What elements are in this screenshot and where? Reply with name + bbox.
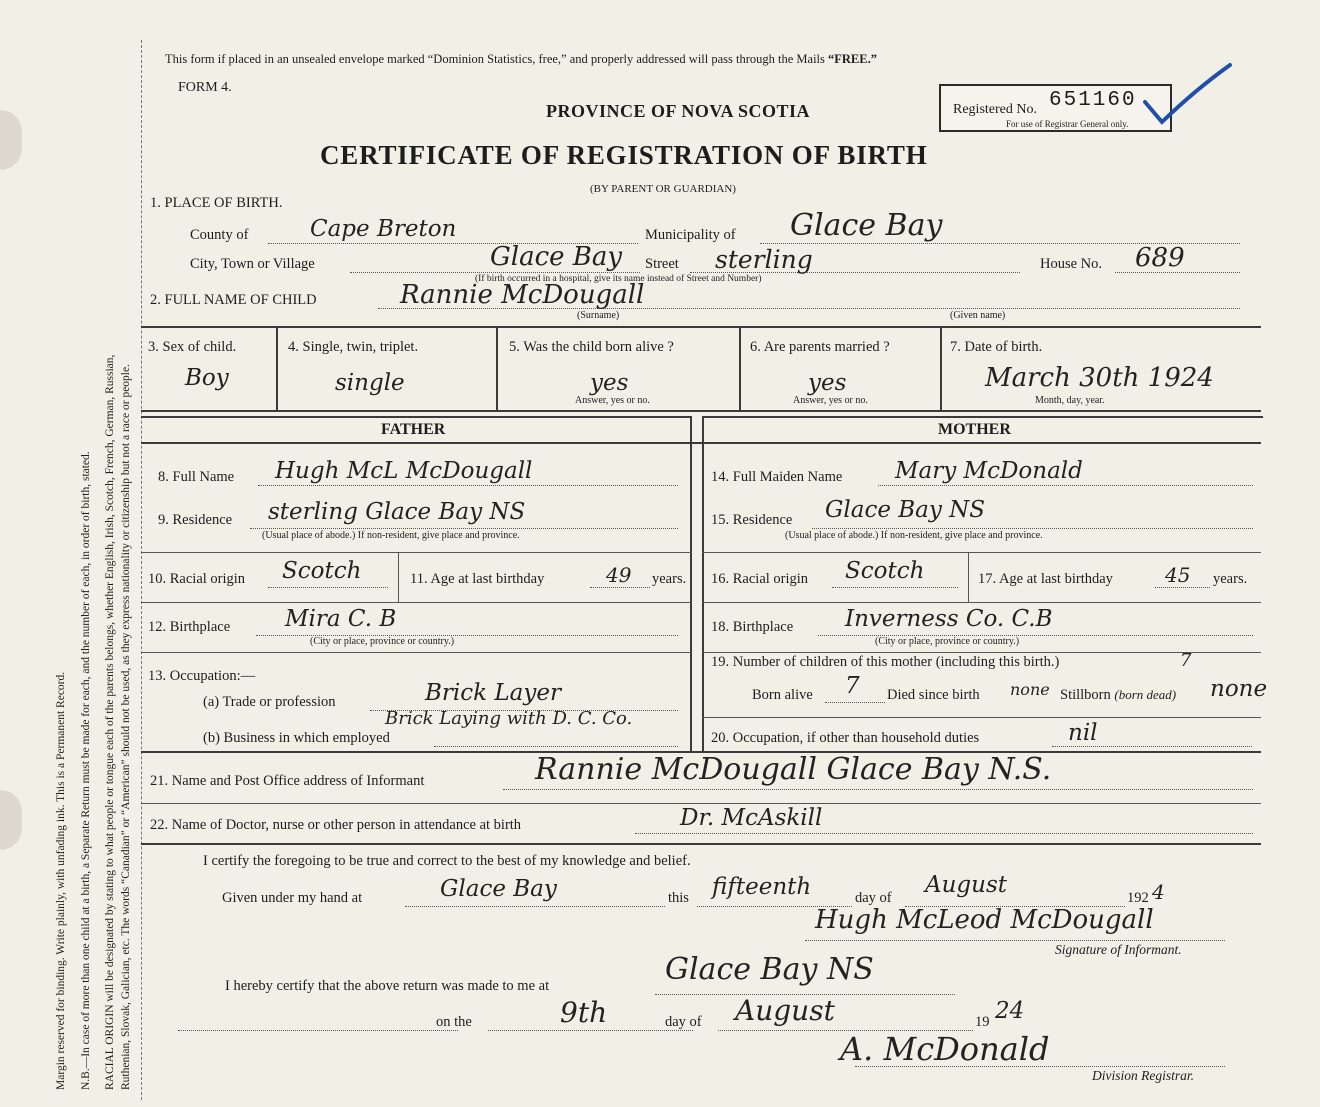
informant-value[interactable]: Rannie McDougall Glace Bay N.S. xyxy=(535,752,1052,787)
year-prefix: 192 xyxy=(1127,890,1149,906)
date-note: Month, day, year. xyxy=(1035,395,1105,406)
child-name-label: 2. FULL NAME OF CHILD xyxy=(150,292,317,308)
rule-certify-top xyxy=(141,843,1261,845)
day-value[interactable]: fifteenth xyxy=(712,874,812,900)
father-birthplace-label: 12. Birthplace xyxy=(148,619,231,635)
signature-caption: Signature of Informant. xyxy=(1055,942,1182,957)
married-label: 6. Are parents married ? xyxy=(750,339,890,355)
checkmark-icon xyxy=(1140,60,1235,135)
business-label: (b) Business in which employed xyxy=(203,730,390,746)
father-age-value[interactable]: 49 xyxy=(606,563,632,587)
rule-m2 xyxy=(702,602,1261,603)
municipality-value[interactable]: Glace Bay xyxy=(790,208,943,243)
this-label: this xyxy=(668,890,689,906)
return-day-line xyxy=(488,1030,693,1031)
rule-v1 xyxy=(276,326,278,410)
given-name-caption: (Given name) xyxy=(950,310,1006,321)
year-value[interactable]: 4 xyxy=(1152,880,1165,904)
mother-age-label: 17. Age at last birthday xyxy=(978,571,1113,587)
rule-father-age xyxy=(398,552,399,602)
informant-label: 21. Name and Post Office address of Informant xyxy=(150,773,425,789)
rule-m1 xyxy=(702,552,1261,553)
children-label: 19. Number of children of this mother (including this birth.) xyxy=(711,654,1060,670)
return-year-prefix: 19 xyxy=(975,1014,990,1030)
margin-note-3: RACIAL ORIGIN will be designated by stating to what people or tongue each of the parents belongs, whether English, Irish, Scotch, French, German, Russian, xyxy=(104,354,116,1090)
mother-name-label: 14. Full Maiden Name xyxy=(711,469,843,485)
binding-hole-top xyxy=(0,110,22,170)
father-residence-value[interactable]: sterling Glace Bay NS xyxy=(268,499,526,525)
mother-birthplace-note: (City or place, province or country.) xyxy=(875,636,1020,647)
house-label: House No. xyxy=(1040,256,1103,272)
return-day-of-label: day of xyxy=(665,1014,702,1030)
on-the-label: on the xyxy=(436,1014,472,1030)
born-alive-line xyxy=(825,702,885,703)
city-value[interactable]: Glace Bay xyxy=(490,242,623,272)
registrar-signature[interactable]: A. McDonald xyxy=(840,1030,1050,1068)
sex-label: 3. Sex of child. xyxy=(148,339,237,355)
return-label: I hereby certify that the above return was made to me at xyxy=(225,978,550,994)
county-label: County of xyxy=(190,227,249,243)
return-place-value[interactable]: Glace Bay NS xyxy=(665,952,874,987)
father-name-line xyxy=(258,485,678,486)
father-name-value[interactable]: Hugh McL McDougall xyxy=(275,458,533,484)
mother-name-value[interactable]: Mary McDonald xyxy=(895,458,1083,484)
mother-racial-label: 16. Racial origin xyxy=(711,571,809,587)
father-age-years: years. xyxy=(652,571,687,587)
place-of-birth-label: 1. PLACE OF BIRTH. xyxy=(150,195,283,211)
father-racial-line xyxy=(268,587,388,588)
rule-f3 xyxy=(141,652,692,653)
rule-v3 xyxy=(739,326,741,410)
margin-note-1: Margin reserved for binding. Write plainly, with unfading ink. This is a Permanent Record. xyxy=(55,671,67,1090)
rule-row3-bottom xyxy=(141,410,1261,412)
province-heading: PROVINCE OF NOVA SCOTIA xyxy=(546,101,811,121)
died-label: Died since birth xyxy=(887,687,980,703)
return-left-line xyxy=(178,1030,458,1031)
street-value[interactable]: sterling xyxy=(715,245,813,274)
father-name-label: 8. Full Name xyxy=(158,469,235,485)
doctor-line xyxy=(635,833,1253,834)
children-value[interactable]: 7 xyxy=(1180,650,1192,671)
mother-heading: MOTHER xyxy=(938,421,1011,438)
rule-v4 xyxy=(940,326,942,410)
house-value[interactable]: 689 xyxy=(1135,243,1185,273)
rule-m4 xyxy=(702,717,1261,718)
informant-line xyxy=(503,789,1253,790)
date-label: 7. Date of birth. xyxy=(950,339,1043,355)
registered-number: 651160 xyxy=(1049,89,1137,112)
father-racial-label: 10. Racial origin xyxy=(148,571,246,587)
single-label: 4. Single, twin, triplet. xyxy=(288,339,419,355)
mother-racial-line xyxy=(832,587,958,588)
street-label: Street xyxy=(645,256,679,272)
registrar-note: For use of Registrar General only. xyxy=(1006,119,1129,129)
registrar-line xyxy=(855,1066,1225,1067)
occupation-label: 13. Occupation:— xyxy=(148,668,256,684)
doctor-value[interactable]: Dr. McAskill xyxy=(680,805,823,831)
binding-hole-bottom xyxy=(0,790,22,850)
rule-m3 xyxy=(702,652,1261,653)
mother-occupation-value[interactable]: nil xyxy=(1068,720,1098,746)
city-note: (If birth occurred in a hospital, give its name instead of Street and Number) xyxy=(475,274,762,284)
municipality-label: Municipality of xyxy=(645,227,736,243)
rule-informant-mid xyxy=(141,803,1261,804)
return-month-value[interactable]: August xyxy=(735,994,835,1027)
sex-value[interactable]: Boy xyxy=(185,365,229,391)
rule-top xyxy=(141,326,1261,328)
mother-residence-line xyxy=(812,528,1253,529)
county-value[interactable]: Cape Breton xyxy=(310,216,457,242)
mother-age-line xyxy=(1155,587,1210,588)
trade-value[interactable]: Brick Layer xyxy=(425,680,561,706)
single-value[interactable]: single xyxy=(335,370,405,396)
business-value[interactable]: Brick Laying with D. C. Co. xyxy=(385,708,633,729)
alive-value[interactable]: yes xyxy=(590,370,629,396)
mother-birthplace-label: 18. Birthplace xyxy=(711,619,794,635)
father-birthplace-value[interactable]: Mira C. B xyxy=(285,606,397,632)
given-label: Given under my hand at xyxy=(222,890,363,906)
child-name-value[interactable]: Rannie McDougall xyxy=(400,280,645,310)
father-residence-line xyxy=(250,528,678,529)
mother-residence-note: (Usual place of abode.) If non-resident, give place and province. xyxy=(785,530,1043,541)
father-birthplace-note: (City or place, province or country.) xyxy=(310,636,455,647)
father-residence-note: (Usual place of abode.) If non-resident, give place and province. xyxy=(262,530,520,541)
date-value[interactable]: March 30th 1924 xyxy=(985,363,1214,393)
rule-mother-age xyxy=(968,552,969,602)
day-of-label: day of xyxy=(855,890,892,906)
died-value[interactable]: none xyxy=(1010,680,1050,699)
stillborn-value[interactable]: none xyxy=(1210,676,1268,702)
given-place-line xyxy=(405,906,665,907)
mother-residence-label: 15. Residence xyxy=(711,512,793,528)
registrar-caption: Division Registrar. xyxy=(1092,1068,1195,1083)
given-place-value[interactable]: Glace Bay xyxy=(440,876,557,902)
registered-label: Registered No. xyxy=(953,102,1037,117)
mother-age-years: years. xyxy=(1213,571,1248,587)
business-line xyxy=(434,746,678,747)
city-label: City, Town or Village xyxy=(190,256,315,272)
signature-line xyxy=(805,940,1225,941)
return-day-value[interactable]: 9th xyxy=(560,996,608,1029)
alive-label: 5. Was the child born alive ? xyxy=(509,339,674,355)
mother-name-line xyxy=(878,485,1253,486)
stillborn-label: Stillborn (born dead) xyxy=(1060,687,1177,703)
father-residence-label: 9. Residence xyxy=(158,512,233,528)
father-racial-value[interactable]: Scotch xyxy=(282,558,362,584)
rule-v2 xyxy=(496,326,498,410)
doctor-label: 22. Name of Doctor, nurse or other person in attendance at birth xyxy=(150,817,522,833)
rule-f1 xyxy=(141,552,692,553)
month-value[interactable]: August xyxy=(925,872,1008,898)
form-number: FORM 4. xyxy=(178,80,232,95)
certificate-title: CERTIFICATE OF REGISTRATION OF BIRTH xyxy=(320,140,928,170)
city-line xyxy=(350,272,640,273)
married-value[interactable]: yes xyxy=(808,370,847,396)
mother-residence-value[interactable]: Glace Bay NS xyxy=(825,497,986,523)
mother-occupation-line xyxy=(1052,746,1252,747)
trade-label: (a) Trade or profession xyxy=(203,694,336,710)
surname-caption: (Surname) xyxy=(577,310,620,321)
father-age-line xyxy=(590,587,650,588)
rule-f2 xyxy=(141,602,692,603)
return-year-value[interactable]: 24 xyxy=(995,998,1025,1024)
alive-note: Answer, yes or no. xyxy=(575,395,650,406)
mother-occupation-label: 20. Occupation, if other than household duties xyxy=(711,730,980,746)
mother-age-value[interactable]: 45 xyxy=(1165,563,1191,587)
mother-racial-value[interactable]: Scotch xyxy=(845,558,925,584)
margin-note-2: N.B.—In case of more than one child at a birth, a Separate Return must be made for each, and the number of each, in order of birth, stated. xyxy=(80,451,92,1090)
mother-birthplace-value[interactable]: Inverness Co. C.B xyxy=(845,606,1053,632)
informant-signature[interactable]: Hugh McLeod McDougall xyxy=(815,905,1154,935)
certificate-subtitle: (BY PARENT OR GUARDIAN) xyxy=(590,183,736,195)
certify-statement: I certify the foregoing to be true and correct to the best of my knowledge and belief. xyxy=(203,853,691,869)
married-note: Answer, yes or no. xyxy=(793,395,868,406)
born-alive-label: Born alive xyxy=(752,687,813,703)
registered-box xyxy=(939,84,1172,132)
born-alive-value[interactable]: 7 xyxy=(845,673,860,699)
mail-notice: This form if placed in an unsealed envelope marked “Dominion Statistics, free,” and properly addressed will pass through the Mails “FREE.” xyxy=(165,52,877,66)
rule-parents-head xyxy=(141,442,1261,444)
father-heading: FATHER xyxy=(381,421,446,438)
father-age-label: 11. Age at last birthday xyxy=(410,571,545,587)
margin-note-4: Ruthenian, Slovak, Galician, etc. The words “Canadian” or “American” should not be used, as they express nationality or citizenship but not a race or people. xyxy=(120,364,132,1090)
